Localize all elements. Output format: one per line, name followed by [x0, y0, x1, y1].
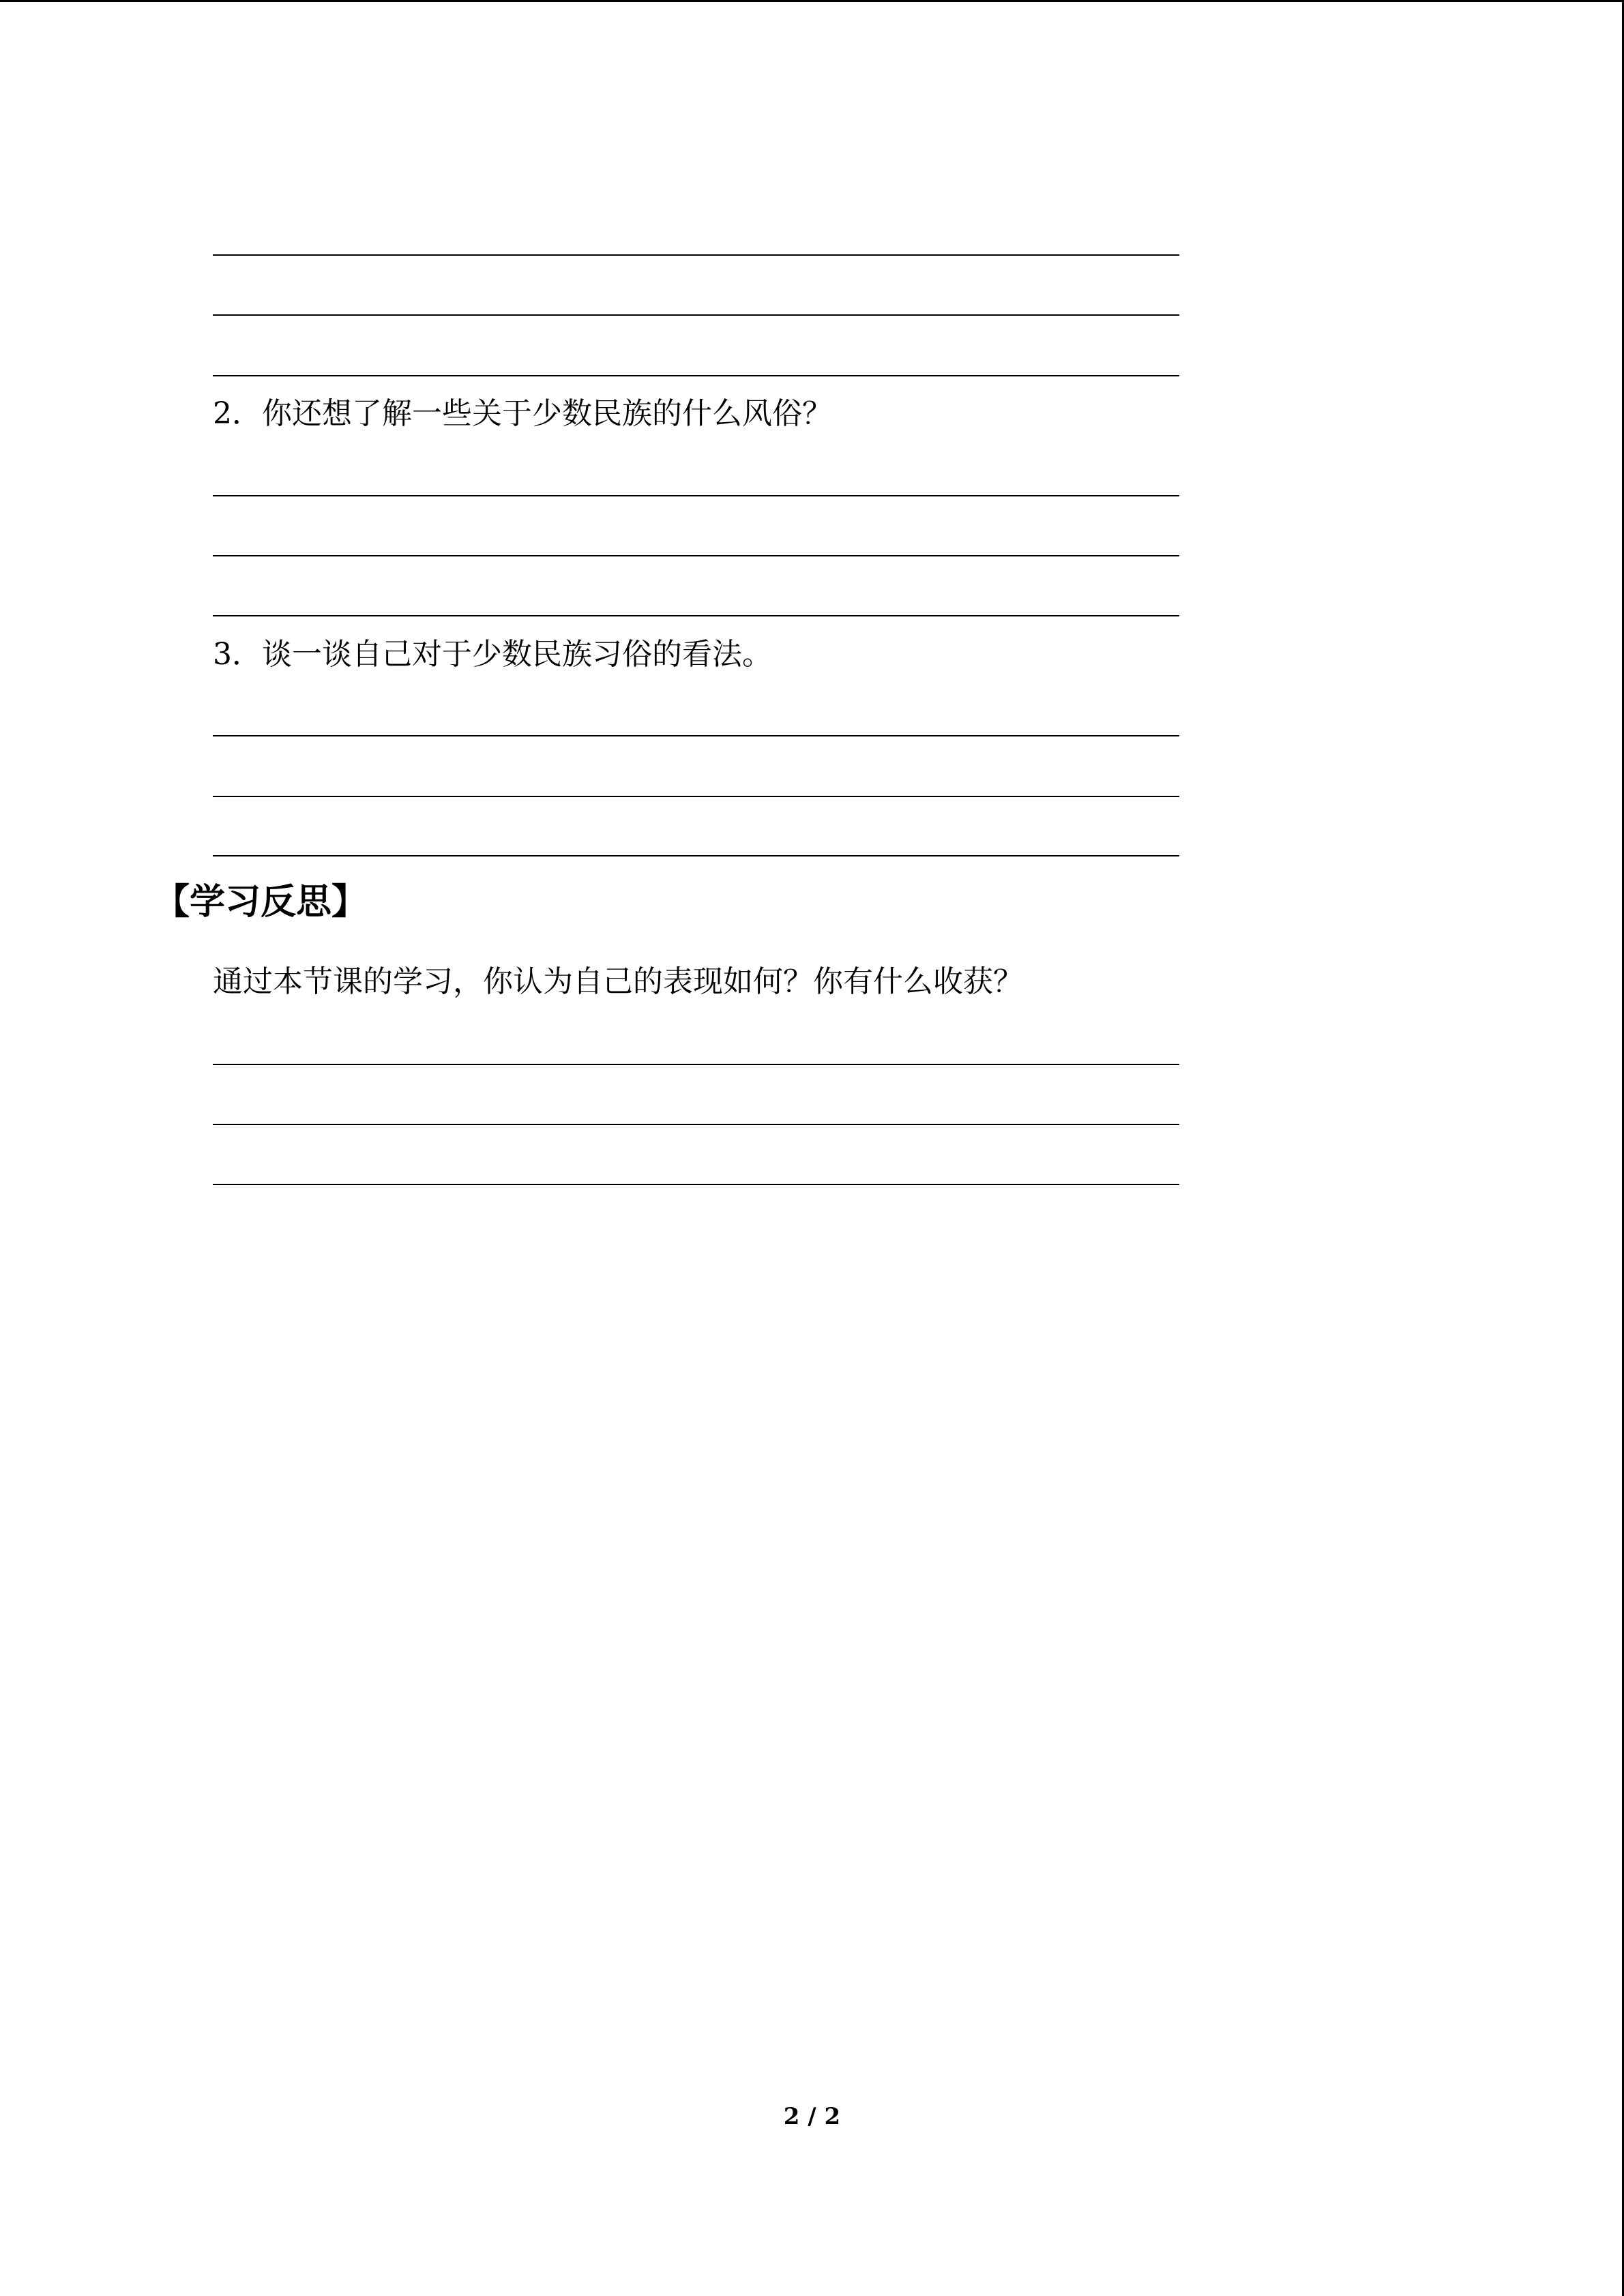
answer-line-q1-2[interactable]: [213, 314, 1179, 316]
answer-line-reflection-1[interactable]: [213, 1064, 1179, 1065]
page-number: 2 / 2: [783, 2103, 841, 2130]
question-3: 3．谈一谈自己对于少数民族习俗的看法。: [213, 637, 772, 672]
answer-line-q1-3[interactable]: [213, 375, 1179, 376]
answer-line-q2-3[interactable]: [213, 615, 1179, 616]
page-top-border: [0, 0, 1624, 2]
answer-line-reflection-2[interactable]: [213, 1124, 1179, 1125]
answer-line-reflection-3[interactable]: [213, 1184, 1179, 1185]
answer-line-q3-1[interactable]: [213, 735, 1179, 736]
answer-line-q2-1[interactable]: [213, 495, 1179, 496]
answer-line-q3-2[interactable]: [213, 796, 1179, 797]
reflection-section-title: 【学习反思】: [154, 881, 368, 923]
answer-line-q3-3[interactable]: [213, 855, 1179, 856]
answer-line-q1-1[interactable]: [213, 254, 1179, 256]
reflection-prompt: 通过本节课的学习，你认为自己的表现如何？你有什么收获？: [213, 964, 1023, 999]
question-2: 2．你还想了解一些关于少数民族的什么风俗？: [213, 396, 832, 431]
answer-line-q2-2[interactable]: [213, 555, 1179, 556]
